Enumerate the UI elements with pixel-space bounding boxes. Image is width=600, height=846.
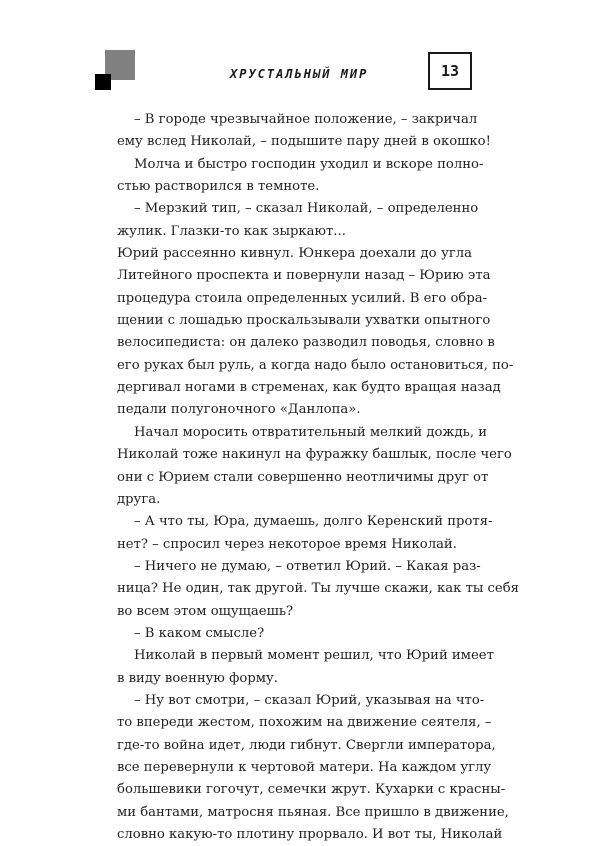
text-line: – Мерзкий тип, – сказал Николай, – определенно	[134, 201, 479, 217]
text-line: дергивал ногами в стременах, как будто вращая назад	[117, 380, 501, 396]
text-line: процедура стоила определенных усилий. В его обра-	[117, 290, 488, 306]
text-line: Молча и быстро господин уходил и вскоре полно-	[134, 156, 484, 172]
text-line: стью растворился в темноте.	[117, 179, 320, 195]
text-line: ему вслед Николай, – подышите пару дней в окошко!	[117, 134, 491, 150]
body-text	[117, 109, 519, 846]
text-line: словно какую-то плотину прорвало. И вот ты, Николай	[117, 827, 503, 842]
text-line: то впереди жестом, похожим на движение сеятеля, –	[117, 715, 492, 731]
running-title: ХРУСТАЛЬНЫЙ МИР	[230, 67, 369, 81]
text-line: Николай тоже накинул на фуражку башлык, после чего	[117, 447, 512, 463]
text-line: – Ну вот смотри, – сказал Юрий, указывая на что-	[134, 692, 485, 708]
text-line: Литейного проспекта и повернули назад – Юрию эта	[117, 268, 491, 284]
text-line: они с Юрием стали совершенно неотличимы друг от	[117, 469, 489, 485]
text-line: щении с лошадью проскальзывали ухватки опытного	[117, 313, 491, 329]
text-line: Юрий рассеянно кивнул. Юнкера доехали до угла	[117, 246, 472, 262]
text-line: – А что ты, Юра, думаешь, долго Керенский протя-	[134, 514, 493, 530]
text-line: ница? Не один, так другой. Ты лучше скажи, как ты себя	[117, 581, 519, 597]
text-line: друга.	[117, 491, 161, 507]
text-line: где-то война идет, люди гибнут. Свергли императора,	[117, 737, 496, 753]
text-line: Николай в первый момент решил, что Юрий имеет	[134, 648, 494, 664]
text-line: в виду военную форму.	[117, 670, 278, 686]
text-line: все перевернули к чертовой матери. На каждом углу	[117, 759, 492, 775]
text-line: – В каком смысле?	[134, 625, 265, 641]
page-number-box: 13	[428, 52, 472, 90]
text-line: велосипедиста: он далеко разводил поводья, словно в	[117, 335, 495, 351]
text-line: – В городе чрезвычайное положение, – закричал	[134, 112, 478, 127]
text-line: ми бантами, матросня пьяная. Все пришло в движение,	[117, 804, 509, 820]
decorative-black-square	[95, 74, 111, 90]
text-line: – Ничего не думаю, – ответил Юрий. – Какая раз-	[134, 558, 481, 574]
text-line: его руках был руль, а когда надо было остановиться, по-	[117, 357, 514, 373]
text-line: жулик. Глазки-то как зыркают...	[117, 223, 346, 239]
text-line: нет? – спросил через некоторое время Николай.	[117, 536, 457, 552]
text-line: большевики гогочут, семечки жрут. Кухарки с красны-	[117, 782, 506, 798]
text-line: во всем этом ощущаешь?	[117, 603, 294, 619]
text-line: Начал моросить отвратительный мелкий дождь, и	[134, 424, 488, 440]
text-line: педали полугоночного «Данлопа».	[117, 402, 361, 418]
